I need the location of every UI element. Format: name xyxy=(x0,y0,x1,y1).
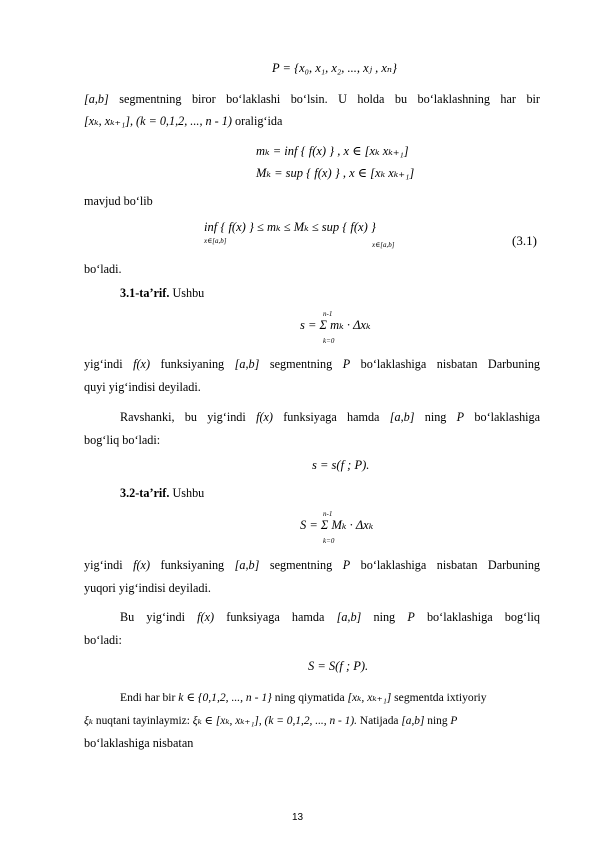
text-darbu: bo‘laklashiga nisbatan Darbuning xyxy=(360,357,541,371)
lower-sum-top-limit: n-1 xyxy=(323,310,333,318)
definition-3-1-heading xyxy=(120,286,540,301)
equation-number: (3.1) xyxy=(512,233,537,248)
page-number: 13 xyxy=(291,812,304,823)
upper-sum-top-limit: n-1 xyxy=(323,510,333,518)
interval-ab: [a,b] xyxy=(336,610,362,624)
text-darbu: bo‘laklashiga nisbatan Darbuning xyxy=(360,558,541,572)
endi-line-3: bo‘laklashiga nisbatan xyxy=(84,736,194,750)
text-ravshanki: Ravshanki, bu yig‘indi xyxy=(120,410,246,424)
lower-sum-formula: s = Σ mₖ · Δxₖ xyxy=(300,318,371,332)
interval-ab: [a,b] xyxy=(389,410,415,424)
upper-sum-formula: S = Σ Mₖ · Δxₖ xyxy=(300,518,374,532)
definition-3-1-line-1 xyxy=(84,357,540,372)
text-yigindi: yig‘indi xyxy=(84,357,123,371)
paragraph-1-line-2-text: oralig‘ida xyxy=(235,114,283,128)
partition-P: P xyxy=(407,610,415,624)
text-bolaklashiga: bo‘laklashiga xyxy=(474,410,541,424)
text-funksiyaning: funksiyaning xyxy=(160,558,225,572)
subinterval-math: [xₖ, xₖ₊₁], (k = 0,1,2, ..., n - 1) xyxy=(84,114,232,128)
subinterval: [xₖ, xₖ₊₁] xyxy=(347,691,392,704)
text-endi-har-bir: Endi har bir xyxy=(120,691,176,704)
mavjud-line: mavjud bo‘lib xyxy=(84,194,153,208)
text-funksiyaning: funksiyaning xyxy=(160,357,225,371)
definition-3-2-line-1 xyxy=(84,558,540,573)
text-nuqtani-tayinlaymiz: nuqtani tayinlaymiz: xyxy=(95,715,190,727)
ravshanki-line-1 xyxy=(120,410,540,425)
boladi-line: bo‘ladi. xyxy=(84,262,122,276)
text-yigindi: yig‘indi xyxy=(84,558,123,572)
partition-P: P xyxy=(456,410,465,424)
text-bu-yigindi: Bu yig‘indi xyxy=(120,610,185,624)
text-ning: ning xyxy=(373,610,396,624)
partition-equation: P = {x₀, x₁, x₂, ..., xⱼ , xₙ} xyxy=(272,61,397,75)
text-ning: ning xyxy=(427,715,448,727)
interval-ab: [a,b] xyxy=(234,558,260,572)
xi-k: ξₖ xyxy=(84,715,94,727)
definition-3-2-word: Ushbu xyxy=(172,486,205,500)
equation-3-1-sub-left: x∈[a,b] xyxy=(204,237,227,245)
text-bolaklashiga-bogliq: bo‘laklashiga bog‘liq xyxy=(426,610,540,624)
ravshanki-line-2: bog‘liq bo‘ladi: xyxy=(84,433,161,447)
upper-sum-bottom-limit: k=0 xyxy=(323,537,335,545)
endi-line-2 xyxy=(84,714,540,729)
definition-3-1-line-2: quyi yig‘indisi deyiladi. xyxy=(84,380,201,394)
paragraph-1-text: segmentning biror bo‘laklashi bo‘lsin. U holda bu bo‘laklashning har bir xyxy=(119,92,540,106)
lower-sum-dependence: s = s(f ; P). xyxy=(312,458,370,472)
definition-3-2-heading xyxy=(120,486,540,501)
text-natijada: Natijada xyxy=(359,715,399,727)
function-fx: f(x) xyxy=(197,610,215,624)
mk-inf-equation: mₖ = inf { f(x) } , x ∈ [xₖ xₖ₊₁] xyxy=(256,144,409,158)
definition-3-1-word: Ushbu xyxy=(172,286,205,300)
text-segmentda-ixtiyoriy: segmentda ixtiyoriy xyxy=(394,691,487,704)
function-fx: f(x) xyxy=(133,558,151,572)
text-segmentning: segmentning xyxy=(269,558,333,572)
function-fx: f(x) xyxy=(256,410,273,424)
partition-P: P xyxy=(450,715,458,727)
bu-yigindi-line-1 xyxy=(120,610,540,625)
interval-ab: [a,b] xyxy=(401,715,425,727)
equation-3-1-sub-right: x∈[a,b] xyxy=(372,241,395,249)
definition-3-2-line-2: yuqori yig‘indisi deyiladi. xyxy=(84,581,211,595)
upper-sum-dependence: S = S(f ; P). xyxy=(308,659,369,673)
xi-membership: ξₖ ∈ [xₖ, xₖ₊₁], (k = 0,1,2, ..., n - 1). xyxy=(192,715,357,727)
partition-P: P xyxy=(342,357,351,371)
equation-3-1: inf { f(x) } ≤ mₖ ≤ Mₖ ≤ sup { f(x) } xyxy=(204,220,376,234)
interval-ab: [a,b] xyxy=(84,92,109,106)
function-fx: f(x) xyxy=(133,357,151,371)
paragraph-1-line-1 xyxy=(84,92,540,107)
lower-sum-bottom-limit: k=0 xyxy=(323,337,335,345)
interval-ab: [a,b] xyxy=(234,357,260,371)
text-funksiyaga-hamda: funksiyaga hamda xyxy=(226,610,325,624)
text-ning: ning xyxy=(424,410,447,424)
upper-sum-equation xyxy=(300,518,373,533)
bu-yigindi-line-2: bo‘ladi: xyxy=(84,633,122,647)
text-segmentning: segmentning xyxy=(269,357,333,371)
definition-3-2-label: 3.2-ta’rif. xyxy=(120,486,170,500)
index-set: k ∈ {0,1,2, ..., n - 1} xyxy=(178,691,272,704)
definition-3-1-label: 3.1-ta’rif. xyxy=(120,286,170,300)
Mk-sup-equation: Mₖ = sup { f(x) } , x ∈ [xₖ xₖ₊₁] xyxy=(256,166,415,180)
text-funksiyaga-hamda: funksiyaga hamda xyxy=(283,410,380,424)
lower-sum-equation xyxy=(300,318,371,333)
text-ning-qiymatida: ning qiymatida xyxy=(274,691,345,704)
paragraph-1-line-2 xyxy=(84,114,540,129)
endi-line-1 xyxy=(120,690,540,705)
partition-P: P xyxy=(342,558,351,572)
